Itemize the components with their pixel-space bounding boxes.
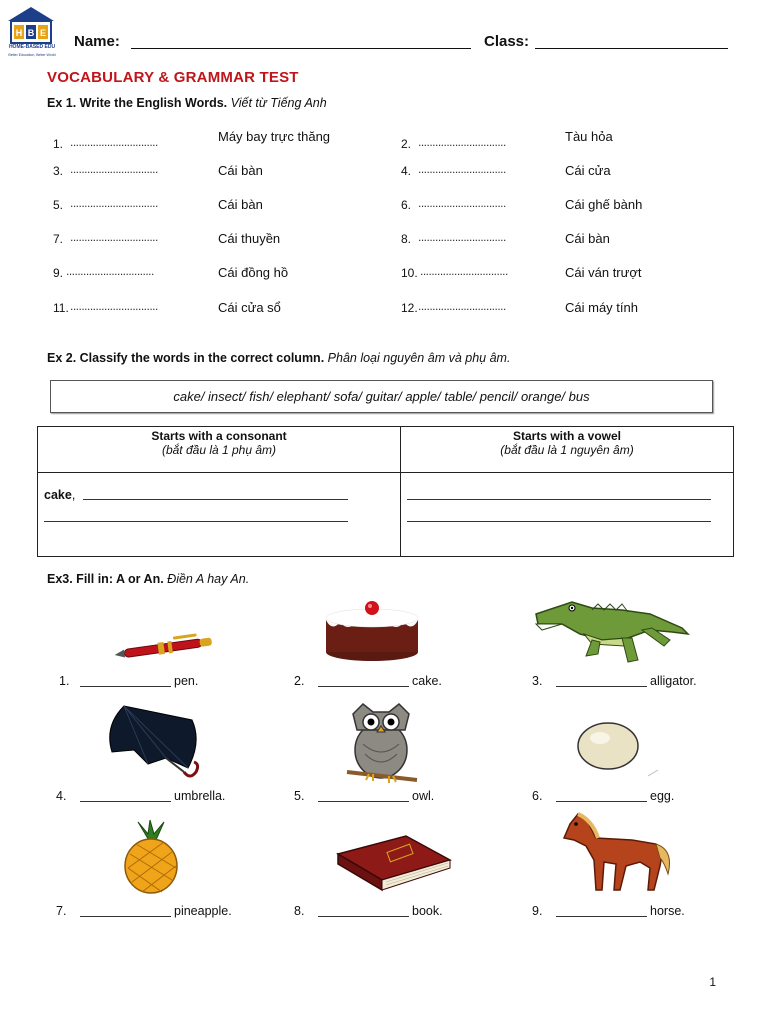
logo-name: HOME-BASED EDU	[8, 44, 56, 50]
example-word: cake	[44, 488, 72, 502]
ex1-title	[47, 96, 327, 110]
vowel-answer-cell[interactable]	[401, 473, 734, 557]
consonant-answer-line[interactable]	[83, 499, 348, 500]
ex3-word: cake.	[412, 674, 442, 688]
ex1-item-number: 6.	[401, 198, 412, 212]
ex3-item-number: 8.	[294, 904, 305, 918]
ex1-vietnamese-word: Cái ván trượt	[565, 265, 642, 280]
ex1-title-bold: Ex 1. Write the English Words.	[47, 96, 228, 110]
vowel-column-header	[401, 427, 734, 473]
logo-tagline: Better Education, Better World	[8, 53, 56, 57]
ex3-item-number: 6.	[532, 789, 543, 803]
ex3-answer-blank[interactable]	[556, 916, 647, 917]
ex3-answer-blank[interactable]	[318, 686, 409, 687]
ex1-item-number: 12.	[401, 301, 418, 315]
ex3-word: pineapple.	[174, 904, 232, 918]
ex1-item-number: 11.	[53, 301, 69, 315]
ex1-vietnamese-word: Cái cửa	[565, 163, 611, 178]
ex3-word: owl.	[412, 789, 435, 803]
ex1-answer-blank[interactable]: ...............................	[418, 230, 506, 244]
consonant-answer-cell[interactable]	[38, 473, 401, 557]
ex3-title	[47, 572, 249, 586]
classify-table	[37, 426, 734, 557]
ex1-vietnamese-word: Cái đồng hồ	[218, 265, 289, 280]
ex1-item-number: 3.	[53, 164, 64, 178]
ex3-word: egg.	[650, 789, 675, 803]
ex3-word: horse.	[650, 904, 685, 918]
ex1-item-number: 1.	[53, 137, 64, 151]
ex2-title-italic: Phân loại nguyên âm và phụ âm.	[327, 351, 511, 365]
ex3-word: alligator.	[650, 674, 697, 688]
ex3-word: umbrella.	[174, 789, 226, 803]
svg-text:B: B	[27, 28, 35, 38]
name-field[interactable]	[131, 48, 471, 49]
ex1-answer-blank[interactable]: ...............................	[70, 162, 158, 176]
owl-icon	[343, 700, 421, 784]
vowel-answer-line[interactable]	[407, 499, 711, 500]
vowel-answer-line[interactable]	[407, 521, 711, 522]
ex3-word: book.	[412, 904, 443, 918]
ex3-item-number: 9.	[532, 904, 543, 918]
ex1-answer-blank[interactable]: ...............................	[420, 264, 508, 278]
ex3-answer-blank[interactable]	[80, 916, 171, 917]
vowel-header-sub: (bắt đầu là 1 nguyên âm)	[500, 443, 634, 457]
name-label: Name:	[74, 33, 120, 50]
pineapple-icon	[120, 818, 182, 894]
ex3-answer-blank[interactable]	[80, 686, 171, 687]
class-field[interactable]	[535, 48, 728, 49]
ex1-answer-blank[interactable]: ...............................	[418, 299, 506, 313]
ex1-answer-blank[interactable]: ...............................	[70, 135, 158, 149]
ex1-vietnamese-word: Máy bay trực thăng	[218, 129, 331, 144]
ex1-vietnamese-word: Cái bàn	[218, 163, 263, 178]
umbrella-icon	[104, 702, 204, 780]
ex1-vietnamese-word: Cái ghế bành	[565, 197, 643, 212]
consonant-column-header	[38, 427, 401, 473]
ex1-title-italic: Viết từ Tiếng Anh	[230, 96, 327, 110]
ex3-item-number: 5.	[294, 789, 305, 803]
consonant-header-label: Starts with a consonant	[151, 429, 287, 443]
ex1-item-number: 2.	[401, 137, 412, 151]
ex2-title	[47, 351, 510, 365]
ex1-answer-blank[interactable]: ...............................	[418, 135, 506, 149]
ex1-vietnamese-word: Cái thuyền	[218, 231, 281, 246]
ex1-vietnamese-word: Cái bàn	[218, 197, 263, 212]
ex3-word: pen.	[174, 674, 199, 688]
ex1-answer-blank[interactable]: ...............................	[70, 299, 158, 313]
ex1-answer-blank[interactable]: ...............................	[70, 230, 158, 244]
ex3-title-italic: Điền A hay An.	[167, 572, 250, 586]
ex3-answer-blank[interactable]	[318, 916, 409, 917]
ex2-title-bold: Ex 2. Classify the words in the correct column.	[47, 351, 325, 365]
ex1-item-number: 4.	[401, 164, 412, 178]
pen-icon	[112, 632, 216, 662]
alligator-icon	[532, 594, 690, 670]
ex3-item-number: 2.	[294, 674, 305, 688]
book-icon	[332, 832, 454, 894]
class-label: Class:	[484, 33, 530, 50]
ex3-answer-blank[interactable]	[556, 686, 647, 687]
example-answer	[44, 488, 75, 502]
egg-icon	[572, 718, 664, 778]
cake-icon	[322, 598, 422, 664]
ex1-answer-blank[interactable]: ...............................	[418, 162, 506, 176]
ex3-title-bold: Ex3. Fill in: A or An.	[47, 572, 164, 586]
page-number: 1	[709, 975, 716, 989]
word-bank-box	[50, 380, 713, 413]
ex3-answer-blank[interactable]	[80, 801, 171, 802]
consonant-header-sub: (bắt đầu là 1 phụ âm)	[161, 443, 277, 457]
page-title: VOCABULARY & GRAMMAR TEST	[47, 69, 299, 86]
ex1-item-number: 7.	[53, 232, 64, 246]
example-comma: ,	[71, 488, 76, 502]
ex1-answer-blank[interactable]: ...............................	[66, 264, 154, 278]
ex3-item-number: 1.	[59, 674, 70, 688]
ex1-item-number: 9.	[53, 266, 64, 280]
svg-text:E: E	[39, 28, 47, 38]
ex3-answer-blank[interactable]	[318, 801, 409, 802]
ex3-item-number: 7.	[56, 904, 67, 918]
word-bank: cake/ insect/ fish/ elephant/ sofa/ guitar/ apple/ table/ pencil/ orange/ bus	[173, 389, 590, 404]
ex1-vietnamese-word: Cái bàn	[565, 231, 610, 246]
ex1-vietnamese-word: Tàu hỏa	[565, 129, 613, 144]
ex1-answer-blank[interactable]: ...............................	[418, 196, 506, 210]
ex3-item-number: 3.	[532, 674, 543, 688]
consonant-answer-line[interactable]	[44, 521, 348, 522]
ex1-vietnamese-word: Cái cửa sổ	[218, 300, 281, 315]
ex1-item-number: 5.	[53, 198, 64, 212]
vowel-header-label: Starts with a vowel	[512, 429, 622, 443]
ex1-answer-blank[interactable]: ...............................	[70, 196, 158, 210]
svg-text:H: H	[15, 28, 23, 38]
ex1-item-number: 8.	[401, 232, 412, 246]
ex3-answer-blank[interactable]	[556, 801, 647, 802]
ex1-item-number: 10.	[401, 266, 418, 280]
horse-icon	[556, 810, 680, 894]
ex1-vietnamese-word: Cái máy tính	[565, 300, 638, 315]
ex3-item-number: 4.	[56, 789, 67, 803]
